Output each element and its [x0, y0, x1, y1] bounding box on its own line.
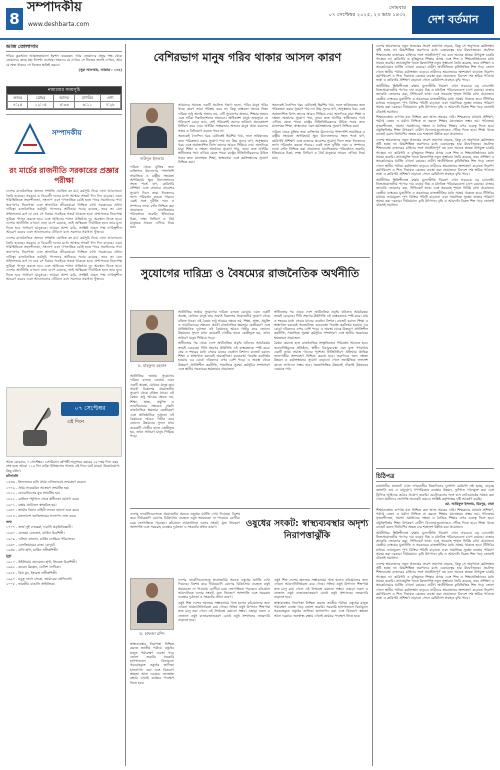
bottom-article-intro — [130, 512, 240, 572]
prayer-time: ৬:১১ — [75, 102, 100, 109]
birth-item: ১৯৩৬ - বাডি হলি, মার্কিন সঙ্গীতশিল্পী। — [6, 548, 58, 553]
bottom-article-text: স্বাস্থ্যব্যবস্থার নিরাপত্তা নিশ্চিত করতে জাতীয় পর্যায়ে ওষুধের মজুত পর্যবেক্ষণ ব্যবস্থা গড়ে তোলা জরুরি। সরকারি হাসপাতালে বিনামূল্যে সরবরাহকৃত ওষুধের তালিকা হালনাগাদ করা এবং বিতরণে স্বচ্ছতা আনা দরকার। জনস্বাস্থ্য রক্ষায় এখনই কার্যকর পদক্ষেপ নিতে হবে। — [130, 642, 174, 685]
right-article-text: দেশের শ্রমবাজারে নতুন প্রজন্মের প্রবেশ ক্রমাগত বাড়ছে, কিন্তু সে অনুপাতে কর্মসংস্থান সৃষ্টি হচ্ছে না। উচ্চশিক্ষিত তরুণদের মধ্যে বেকারত্বের হার উদ্বেগজনক। প্রচলিত শিক্ষাব্যবস্থা বাজারের চাহিদার সঙ্গে সামঞ্জস্যপূর্ণ নয় বলে অনেক স্নাতক উপযুক্ত চাকরি পাচ্ছেন না। কারিগরি ও বৃত্তিমূলক শিক্ষার প্রসার এবং শিল্প ও শিক্ষাপ্রতিষ্ঠানের মধ্যে সমন্বয় জরুরি। তথ্যপ্রযুক্তি খাতে ফ্রিল্যান্সিং নতুন সম্ভাবনা তৈরি করেছে, তবে প্রশিক্ষণ ও অবকাঠামোর ঘাটতি এখনো রয়েছে। গ্রামীণ অর্থনীতিতে কৃষিভিত্তিক শিল্প গড়ে তোলা গেলে স্থানীয় পর্যায়ে কর্মসংস্থান বাড়বে। নারীদের শ্রমবাজারে অংশগ্রহণ বাড়াতে নিরাপদ কর্মপরিবেশ ও শিশু দিবাযত্ন কেন্দ্রের ব্যবস্থা করা প্রয়োজন। বিদেশে দক্ষ শ্রমিক পাঠাতে ভাষা ও কারিগরি প্রশিক্ষণ বাড়ানো গেলে রেমিট্যান্স প্রবাহও বৃদ্ধি পাবে। — [376, 137, 494, 177]
this-day-intro: আজ রোববার, ৭ সেপ্টেম্বর। গ্রেগরিয়ান বর্ষপঞ্জী অনুসারে বছরের ২৫০তম দিন। বছর শেষ হতে আরো ১১৫ দিন বাকি। ইতিহাসের পাতায় এই দিনে ঘটে যাওয়া উল্লেখযোগ্য কিছু ঘটনা। — [6, 460, 120, 473]
top-article-text: অনেকেই দৈনন্দিন খরচ মেটাতেই হিমশিম খায়, ফলে ভবিষ্যতের জন্য পরিকল্পনা করার সুযোগ পায় না। উচ্চ সুদের ঋণ, অসুস্থতার খরচ এবং অপ্রত্যাশিত বিপদ তাদের আরও পিছিয়ে দেয়। অন্যদিকে যারা শিক্ষা ও দক্ষতা অর্জনের সুযোগ পায়, তারা দ্রুত আর্থিক স্বাধীনতার পথে এগিয়ে যেতে পারে। রাষ্ট্রের নীতিনির্ধারকদের উচিত সবার জন্য মানসম্মত শিক্ষা, স্বাস্থ্যসেবা এবং কর্মসংস্থানের সুযোগ নিশ্চিত করা। — [272, 103, 365, 129]
this-day-banner — [6, 387, 122, 457]
column-label: আজ তোলাসাম — [6, 44, 122, 52]
prayer-times-table — [7, 94, 121, 109]
page-header — [0, 0, 500, 40]
column-rule — [372, 44, 373, 766]
editorial-body — [6, 189, 122, 384]
death-item: ১৯৭৮ - কিথ মুন, ইংরেজ সঙ্গীতশিল্পী। — [6, 570, 58, 575]
prayer-header: এশা — [100, 95, 120, 102]
middle-article-col1 — [178, 310, 270, 504]
page-number: 8 — [6, 8, 23, 30]
issue-date — [310, 5, 406, 19]
bottom-article-text: ওষুধ শিল্প দেশের অন্যতম সম্ভাবনাময় খাত হলেও কাঁচামালের জন্য এখনো আমদানিনির্ভরতা রয়ে গেছে। সক্রিয় ওষুধ উপাদান শিল্পপার্ক দ্রুত চালু করা গেলে এই নির্ভরতা কমানো সম্ভব। এছাড়া নকল ও ভেজাল ওষুধ বাজারজাতকরণ রোধে ওষুধ প্রশাসনের নজরদারি বাড়াতে হবে। — [274, 578, 368, 600]
top-article-text: দারিদ্র্য থেকে মুক্তির জন্য ব্যক্তিগত উদ্যোগের পাশাপাশি সামাজিক ও রাষ্ট্রীয় সহায়তা অপরিহার্য। ক্ষুদ্র উদ্যোক্তাদের সহজ শর্তে ঋণ, কারিগরি প্রশিক্ষণ এবং বাজারে প্রবেশের সুযোগ দিলে তারা নিজেদের ভাগ্য পরিবর্তন করতে পারবে। একই সঙ্গে দুর্নীতি দমন ও সম্পদের ন্যায্য বণ্টন নিশ্চিত করা প্রয়োজন। মানসিকতার পরিবর্তনও জরুরি; ইতিবাচক চিন্তা, লক্ষ্য নির্ধারণ ও ধৈর্য মানুষকে সামনে এগিয়ে নিয়ে যায়। — [130, 165, 174, 230]
section-rule — [376, 468, 494, 469]
letters-section — [376, 472, 494, 766]
prayer-times-box — [6, 86, 122, 110]
middle-article-text: অর্থনীতির ভাষায় সুযোগের দারিদ্র্য বলতে বোঝায় এমন একটি অবস্থা, যেখানে মানুষ তার সামর্থ্য বিকাশের প্রয়োজনীয় সুযোগ থেকে বঞ্চিত থাকে। এই বৈষম্য শুধু আয়ের ক্ষেত্রে নয়, শিক্ষা, স্বাস্থ্য, প্রযুক্তি ও ন্যায়বিচারের ক্ষেত্রেও প্রকট। রাজনৈতিক ক্ষমতার কেন্দ্রীকরণ এবং প্রাতিষ্ঠানিক দুর্বলতা এই বৈষম্যকে আরও গভীর করে তোলে। উন্নয়নের সুফল যখন কয়েকটি গোষ্ঠীর হাতে কেন্দ্রীভূত হয়, তখন সাধারণ মানুষ পিছিয়ে পড়ে। — [130, 374, 174, 439]
right-article-text: অর্থনীতির স্থিতিশীলতা রক্ষায় মূল্যস্ফীতি নিয়ন্ত্রণ এখন সবচেয়ে বড় চ্যালেঞ্জ। নিত্যপ্রয়োজনীয় পণ্যের দাম বাড়ায় নিম্ন ও মধ্যবিত্ত পরিবারগুলো চাপে রয়েছে। বাজার তদারকি জোরদার করা, সিন্ডিকেট ভাঙা এবং সরবরাহ শৃঙ্খল নির্বিঘ্ন রাখা প্রয়োজন। কেন্দ্রীয় ব্যাংকের মুদ্রানীতি ও সরকারের রাজস্বনীতির মধ্যে সমন্বয় থাকতে হবে। টিসিবির মাধ্যমে ন্যায্যমূল্যে পণ্য বিক্রির পরিধি বাড়ানো এবং সামাজিক সুরক্ষা ভাতার পরিমাণ সমন্বয় করা দরকার। দীর্ঘমেয়াদে কৃষি উৎপাদন বৃদ্ধি ও আমদানি বিকল্প শিল্প গড়ে তোলাই টেকসই সমাধান। — [376, 83, 494, 114]
letters-body — [376, 484, 494, 600]
letter-text: অর্থনীতির স্থিতিশীলতা রক্ষায় মূল্যস্ফীতি নিয়ন্ত্রণ এখন সবচেয়ে বড় চ্যালেঞ্জ। নিত্যপ্রয়োজনীয় পণ্যের দাম বাড়ায় নিম্ন ও মধ্যবিত্ত পরিবারগুলো চাপে রয়েছে। বাজার তদারকি জোরদার করা, সিন্ডিকেট ভাঙা এবং সরবরাহ শৃঙ্খল নির্বিঘ্ন রাখা প্রয়োজন। কেন্দ্রীয় ব্যাংকের মুদ্রানীতি ও সরকারের রাজস্বনীতির মধ্যে সমন্বয় থাকতে হবে। টিসিবির মাধ্যমে ন্যায্যমূল্যে পণ্য বিক্রির পরিধি বাড়ানো এবং সামাজিক সুরক্ষা ভাতার পরিমাণ সমন্বয় করা দরকার। দীর্ঘমেয়াদে কৃষি উৎপাদন বৃদ্ধি ও আমদানি বিকল্প শিল্প গড়ে তোলাই টেকসই সমাধান। — [376, 530, 494, 561]
top-article-col1 — [178, 103, 268, 253]
verse-box — [6, 54, 122, 84]
right-article-text: দেশের শ্রমবাজারে নতুন প্রজন্মের প্রবেশ ক্রমাগত বাড়ছে, কিন্তু সে অনুপাতে কর্মসংস্থান সৃষ্টি হচ্ছে না। উচ্চশিক্ষিত তরুণদের মধ্যে বেকারত্বের হার উদ্বেগজনক। প্রচলিত শিক্ষাব্যবস্থা বাজারের চাহিদার সঙ্গে সামঞ্জস্যপূর্ণ নয় বলে অনেক স্নাতক উপযুক্ত চাকরি পাচ্ছেন না। কারিগরি ও বৃত্তিমূলক শিক্ষার প্রসার এবং শিল্প ও শিক্ষাপ্রতিষ্ঠানের মধ্যে সমন্বয় জরুরি। তথ্যপ্রযুক্তি খাতে ফ্রিল্যান্সিং নতুন সম্ভাবনা তৈরি করেছে, তবে প্রশিক্ষণ ও অবকাঠামোর ঘাটতি এখনো রয়েছে। গ্রামীণ অর্থনীতিতে কৃষিভিত্তিক শিল্প গড়ে তোলা গেলে স্থানীয় পর্যায়ে কর্মসংস্থান বাড়বে। নারীদের শ্রমবাজারে অংশগ্রহণ বাড়াতে নিরাপদ কর্মপরিবেশ ও শিশু দিবাযত্ন কেন্দ্রের ব্যবস্থা করা প্রয়োজন। বিদেশে দক্ষ শ্রমিক পাঠাতে ভাষা ও কারিগরি প্রশিক্ষণ বাড়ানো গেলে রেমিট্যান্স প্রবাহও বৃদ্ধি পাবে। — [376, 44, 494, 83]
prayer-header: মাগরিব — [75, 95, 100, 102]
editorial-title: রং মার্চের রাজনীতি সরকারের প্রজ্ঞার পরীক্ষা — [9, 166, 119, 185]
bottom-article-text: স্বাস্থ্যব্যবস্থার নিরাপত্তা নিশ্চিত করতে জাতীয় পর্যায়ে ওষুধের মজুত পর্যবেক্ষণ ব্যবস্থা গড়ে তোলা জরুরি। সরকারি হাসপাতালে বিনামূল্যে সরবরাহকৃত ওষুধের তালিকা হালনাগাদ করা এবং বিতরণে স্বচ্ছতা আনা দরকার। জনস্বাস্থ্য রক্ষায় এখনই কার্যকর পদক্ষেপ নিতে হবে। — [274, 600, 368, 618]
top-article-text: অনেকেই দৈনন্দিন খরচ মেটাতেই হিমশিম খায়, ফলে ভবিষ্যতের জন্য পরিকল্পনা করার সুযোগ পায় না। উচ্চ সুদের ঋণ, অসুস্থতার খরচ এবং অপ্রত্যাশিত বিপদ তাদের আরও পিছিয়ে দেয়। অন্যদিকে যারা শিক্ষা ও দক্ষতা অর্জনের সুযোগ পায়, তারা দ্রুত আর্থিক স্বাধীনতার পথে এগিয়ে যেতে পারে। রাষ্ট্রের নীতিনির্ধারকদের উচিত সবার জন্য মানসম্মত শিক্ষা, স্বাস্থ্যসেবা এবং কর্মসংস্থানের সুযোগ নিশ্চিত করা। — [178, 134, 268, 165]
top-article-text: আমাদের সমাজে একটি প্রচলিত ধারণা হলো, গরিব মানুষ গরিব থাকে কারণ তারা পরিশ্রম করে না। কিন্তু বাস্তবতা অনেক ভিন্ন। দারিদ্র্য শুধু অর্থের অভাব নয়, এটি সুযোগের অভাব, শিক্ষার অভাব এবং সঠিক দিকনির্দেশনার অভাবও। অধিকাংশ মানুষ জন্মসূত্রে যে পরিবেশে বেড়ে ওঠে, সেই পরিবেশই তাদের ভবিষ্যৎ অনেকাংশে নির্ধারণ করে দেয়। আর্থিক সাক্ষরতার অভাবে মানুষ আয় করলেও সঞ্চয় ও বিনিয়োগ করতে পারে না। — [178, 103, 268, 133]
middle-article-text: অর্থনীতির ভাষায় সুযোগের দারিদ্র্য বলতে বোঝায় এমন একটি অবস্থা, যেখানে মানুষ তার সামর্থ্য বিকাশের প্রয়োজনীয় সুযোগ থেকে বঞ্চিত থাকে। এই বৈষম্য শুধু আয়ের ক্ষেত্রে নয়, শিক্ষা, স্বাস্থ্য, প্রযুক্তি ও ন্যায়বিচারের ক্ষেত্রেও প্রকট। রাজনৈতিক ক্ষমতার কেন্দ্রীকরণ এবং প্রাতিষ্ঠানিক দুর্বলতা এই বৈষম্যকে আরও গভীর করে তোলে। উন্নয়নের সুফল যখন কয়েকটি গোষ্ঠীর হাতে কেন্দ্রীভূত হয়, তখন সাধারণ মানুষ পিছিয়ে পড়ে। — [178, 310, 270, 340]
middle-article-text: স্বাধীনতার পর থেকে দেশে অর্থনৈতিক প্রবৃদ্ধি ঘটলেও আয়বৈষম্য ক্রমেই বেড়েছে। গিনি সহগের ঊর্ধ্বগতি এই বাস্তবতাকে স্পষ্ট করে। গ্রাম ও শহরের মধ্যে সেবার মানের ব্যবধান বিশাল। বাজেট বরাদ্দে শিক্ষা ও স্বাস্থ্যখাত বরাবরই অবহেলিত। করব্যবস্থা পরোক্ষ করনির্ভর হওয়ায় এর বোঝা দরিদ্রদের ওপর বেশি পড়ে। এ অবস্থা থেকে উত্তরণে প্রগতিশীল করনীতি, সামাজিক সুরক্ষা কর্মসূচির সম্প্রসারণ এবং স্থানীয় সরকারের ক্ষমতায়ন প্রয়োজন। — [274, 310, 368, 340]
top-article-title: বেশিরভাগ মানুষ গরিব থাকার আসল কারণ — [153, 51, 342, 64]
bottom-article-text: দেশের ফার্মেসিগুলোতে প্রয়োজনীয় অনেক ওষুধের ঘাটতি দেখা দিয়েছে। বিশেষ করে দীর্ঘমেয়াদি রোগের চিকিৎসায় ব্যবহৃত ওষুধ সময়মতো না পাওয়ায় রোগীরা চরম ভোগান্তিতে পড়ছেন। কাঁচামাল আমদানিতে ডলার সংকট, মূল্য নিয়ন্ত্রণে অসংগতি এবং সরবরাহ ব্যবস্থার দুর্বলতা এ সংকটের প্রধান কারণ। — [130, 512, 240, 529]
events-label: ঘটনাবলি — [6, 474, 19, 479]
editorial-tag: সম্পাদকীয় — [52, 129, 82, 137]
letter-text: রাজধানীর যানজট এখন নগরবাসীর নিত্যদিনের দুর্ভোগ। কর্মঘণ্টা নষ্ট হচ্ছে, বাড়ছে জ্বালানি ব্যয় ও বায়ুদূষণ। গণপরিবহন ব্যবস্থার উন্নয়ন, ফুটপাত দখলমুক্ত করা এবং ট্রাফিক আইনের কঠোর প্রয়োগ জরুরি। মেট্রোরেলের সঙ্গে বাস নেটওয়ার্কের সমন্বয় করা গেলে যাত্রীদের ভোগান্তি অনেকটা কমবে। সংশ্লিষ্ট কর্তৃপক্ষের দৃষ্টি আকর্ষণ করছি। — [376, 484, 494, 501]
event-item: ১৮১২ - বোরোডিনোর যুদ্ধ সংঘটিত হয়। — [6, 491, 61, 496]
right-article-text: অর্থনীতির স্থিতিশীলতা রক্ষায় মূল্যস্ফীতি নিয়ন্ত্রণ এখন সবচেয়ে বড় চ্যালেঞ্জ। নিত্যপ্রয়োজনীয় পণ্যের দাম বাড়ায় নিম্ন ও মধ্যবিত্ত পরিবারগুলো চাপে রয়েছে। বাজার তদারকি জোরদার করা, সিন্ডিকেট ভাঙা এবং সরবরাহ শৃঙ্খল নির্বিঘ্ন রাখা প্রয়োজন। কেন্দ্রীয় ব্যাংকের মুদ্রানীতি ও সরকারের রাজস্বনীতির মধ্যে সমন্বয় থাকতে হবে। টিসিবির মাধ্যমে ন্যায্যমূল্যে পণ্য বিক্রির পরিধি বাড়ানো এবং সামাজিক সুরক্ষা ভাতার পরিমাণ সমন্বয় করা দরকার। দীর্ঘমেয়াদে কৃষি উৎপাদন বৃদ্ধি ও আমদানি বিকল্প শিল্প গড়ে তোলাই টেকসই সমাধান। — [376, 177, 494, 208]
prayer-header: ফজর — [8, 95, 28, 102]
bottom-article-author: ড. হাফজা রশিদ — [139, 631, 165, 636]
event-item: ১৮২২ - ব্রাজিল পর্তুগাল থেকে স্বাধীনতা ঘোষণা করে। — [6, 497, 80, 502]
bottom-article-col0 — [130, 642, 174, 766]
this-day-subtitle: এই দিনে — [67, 419, 85, 425]
event-item: ১৯৪০ - জার্মান বিমান বাহিনী লন্ডনে হামলা শুরু করে। — [6, 508, 80, 513]
verse-text: পবিত্র কুরআনে আল্লাহতায়ালা ইরশাদ করেছেন, আর তোমাদের প্রভুর পক্ষ থেকে তোমাদের কাছে মহা নিদর্শন এসেছে। অতএব যে দেখবে সে নিজের জন্যই দেখবে, আর যে অন্ধ থাকবে সে নিজের ক্ষতিই করবে। — [6, 54, 122, 67]
letter-text: দেশের শ্রমবাজারে নতুন প্রজন্মের প্রবেশ ক্রমাগত বাড়ছে, কিন্তু সে অনুপাতে কর্মসংস্থান সৃষ্টি হচ্ছে না। উচ্চশিক্ষিত তরুণদের মধ্যে বেকারত্বের হার উদ্বেগজনক। প্রচলিত শিক্ষাব্যবস্থা বাজারের চাহিদার সঙ্গে সামঞ্জস্যপূর্ণ নয় বলে অনেক স্নাতক উপযুক্ত চাকরি পাচ্ছেন না। কারিগরি ও বৃত্তিমূলক শিক্ষার প্রসার এবং শিল্প ও শিক্ষাপ্রতিষ্ঠানের মধ্যে সমন্বয় জরুরি। তথ্যপ্রযুক্তি খাতে ফ্রিল্যান্সিং নতুন সম্ভাবনা তৈরি করেছে, তবে প্রশিক্ষণ ও অবকাঠামোর ঘাটতি এখনো রয়েছে। গ্রামীণ অর্থনীতিতে কৃষিভিত্তিক শিল্প গড়ে তোলা গেলে স্থানীয় পর্যায়ে কর্মসংস্থান বাড়বে। নারীদের শ্রমবাজারে অংশগ্রহণ বাড়াতে নিরাপদ কর্মপরিবেশ ও শিশু দিবাযত্ন কেন্দ্রের ব্যবস্থা করা প্রয়োজন। বিদেশে দক্ষ শ্রমিক পাঠাতে ভাষা ও কারিগরি প্রশিক্ষণ বাড়ানো গেলে রেমিট্যান্স প্রবাহও বৃদ্ধি পাবে। — [376, 561, 494, 601]
bottom-article-title: ওষুধের সংকট: স্বাস্থ্যব্যবস্থার অদৃশ্য নিরাপত্তাঝুঁকি — [245, 519, 369, 541]
birth-item: ১৯৩০ - বেলজিয়ামের রাজা বোদুয়াঁ। — [6, 542, 56, 547]
author-photo — [130, 578, 174, 630]
inkpot-quill-icon — [13, 406, 57, 450]
top-article-col2 — [272, 103, 365, 253]
prayer-times-title: নামাজের সময়সূচি — [7, 87, 121, 94]
editorial-paragraph: দেশের রাজনৈতিক অঙ্গনে সম্প্রতি ঘোষিত রং মার্চ কর্মসূচি নিয়ে নানা আলোচনা তৈরি হয়েছে। সরকার ও বিরোধী দলের মধ্যে আস্থার সংকট দিন দিন বাড়ছে। এমন পরিস্থিতিতে সহনশীলতা, সংলাপ এবং গণতান্ত্রিক চর্চাই হতে পারে সমাধানের পথ। জনগণের নিরাপত্তা এবং স্বাভাবিক জীবনযাত্রা নিশ্চিত রাখা সরকারের প্রধান দায়িত্ব। রাজনৈতিক কর্মসূচি পালনের অধিকার সবার রয়েছে, তবে তা যেন সহিংসতায় রূপ না নেয় সে বিষয়ে সবাইকে সতর্ক থাকতে হবে। প্রশাসনকে নিরপেক্ষ ভূমিকা পালন করতে হবে এবং আইনের শাসন প্রতিষ্ঠায় দৃঢ় অবস্থান নিতে হবে। দেশের অর্থনীতি এখনো নানা চাপে রয়েছে, তাই অস্থিরতা দীর্ঘায়িত হলে তার মূল্য দিতে হবে সাধারণ মানুষকে। আমরা আশা করি, সংশ্লিষ্ট সকল পক্ষ দায়িত্বশীল আচরণ করবে এবং আলোচনার টেবিলে বসে সমস্যার সমাধান খুঁজবে। — [6, 236, 122, 282]
prayer-header: যোহর — [28, 95, 54, 102]
bottom-article-text: দেশের ফার্মেসিগুলোতে প্রয়োজনীয় অনেক ওষুধের ঘাটতি দেখা দিয়েছে। বিশেষ করে দীর্ঘমেয়াদি রোগের চিকিৎসায় ব্যবহৃত ওষুধ সময়মতো না পাওয়ায় রোগীরা চরম ভোগান্তিতে পড়ছেন। কাঁচামাল আমদানিতে ডলার সংকট, মূল্য নিয়ন্ত্রণে অসংগতি এবং সরবরাহ ব্যবস্থার দুর্বলতা এ সংকটের প্রধান কারণ। — [178, 578, 270, 600]
top-article-author: দাউদুল ইসলাম — [140, 156, 164, 161]
prayer-time: ৭:২৮ — [100, 102, 120, 109]
middle-article-col0 — [130, 374, 174, 504]
column-rule — [125, 44, 126, 766]
left-column — [6, 44, 122, 766]
author-photo — [130, 103, 174, 155]
this-day-date: ০৭ সেপ্টেম্বর — [61, 402, 119, 416]
bottom-article-col2 — [274, 578, 368, 766]
prayer-header: আসর — [54, 95, 75, 102]
letter-signature: মো. আরিফুল ইসলাম, মিরপুর, ঢাকা — [444, 502, 494, 507]
births-label: জন্ম — [6, 519, 12, 524]
middle-article-text: স্বাধীনতার পর থেকে দেশে অর্থনৈতিক প্রবৃদ্ধি ঘটলেও আয়বৈষম্য ক্রমেই বেড়েছে। গিনি সহগের ঊর্ধ্বগতি এই বাস্তবতাকে স্পষ্ট করে। গ্রাম ও শহরের মধ্যে সেবার মানের ব্যবধান বিশাল। বাজেট বরাদ্দে শিক্ষা ও স্বাস্থ্যখাত বরাবরই অবহেলিত। করব্যবস্থা পরোক্ষ করনির্ভর হওয়ায় এর বোঝা দরিদ্রদের ওপর বেশি পড়ে। এ অবস্থা থেকে উত্তরণে প্রগতিশীল করনীতি, সামাজিক সুরক্ষা কর্মসূচির সম্প্রসারণ এবং স্থানীয় সরকারের ক্ষমতায়ন প্রয়োজন। — [178, 341, 270, 372]
bottom-article-text: ওষুধ শিল্প দেশের অন্যতম সম্ভাবনাময় খাত হলেও কাঁচামালের জন্য এখনো আমদানিনির্ভরতা রয়ে গেছে। সক্রিয় ওষুধ উপাদান শিল্পপার্ক দ্রুত চালু করা গেলে এই নির্ভরতা কমানো সম্ভব। এছাড়া নকল ও ভেজাল ওষুধ বাজারজাতকরণ রোধে ওষুধ প্রশাসনের নজরদারি বাড়াতে হবে। — [178, 600, 270, 622]
deaths-label: মৃত্যু — [6, 553, 12, 558]
letters-title: চিঠিপত্র — [376, 472, 494, 482]
prayer-time: ৪:২৫ — [8, 102, 28, 109]
top-article-text: দারিদ্র্য থেকে মুক্তির জন্য ব্যক্তিগত উদ্যোগের পাশাপাশি সামাজিক ও রাষ্ট্রীয় সহায়তা অপরিহার্য। ক্ষুদ্র উদ্যোক্তাদের সহজ শর্তে ঋণ, কারিগরি প্রশিক্ষণ এবং বাজারে প্রবেশের সুযোগ দিলে তারা নিজেদের ভাগ্য পরিবর্তন করতে পারবে। একই সঙ্গে দুর্নীতি দমন ও সম্পদের ন্যায্য বণ্টন নিশ্চিত করা প্রয়োজন। মানসিকতার পরিবর্তনও জরুরি; ইতিবাচক চিন্তা, লক্ষ্য নির্ধারণ ও ধৈর্য মানুষকে সামনে এগিয়ে নিয়ে যায়। — [272, 129, 365, 160]
section-rule — [130, 257, 370, 258]
prayer-time: ৪:৩৩ — [54, 102, 75, 109]
right-article-text: শিক্ষাব্যবস্থায় গুণগত মান নিশ্চিত করা আজ সময়ের দাবি। শিক্ষকদের যথাযথ প্রশিক্ষণ, পর্যাপ্ত বেতন ও মর্যাদা নিশ্চিত না করলে শিক্ষার মানোন্নয়ন সম্ভব নয়। পাঠ্যক্রমে সৃজনশীলতা, সমস্যা সমাধানের দক্ষতা ও নৈতিক শিক্ষার ওপর গুরুত্ব দিতে হবে। প্রযুক্তিনির্ভর শিক্ষা উপকরণ গ্রামীণ বিদ্যালয়গুলোতেও পৌঁছে দিতে হবে। শিক্ষা খাতে বাজেট বরাদ্দ জিডিপির অন্তত চার শতাংশে উন্নীত করা প্রয়োজন। — [376, 115, 494, 137]
verse-reference: (সূরা আনআম, আয়াত : ১০৪) — [78, 68, 122, 73]
birth-item: ১৯০৯ - এলিয়া কাজান, মার্কিন চলচ্চিত্র পরিচালক। — [6, 536, 75, 541]
event-item: ১৯৭৪ - বাংলাদেশ জাতিসংঘের সদস্যপদ লাভ করে। — [6, 514, 77, 519]
right-column-upper — [376, 44, 494, 464]
event-item: ১৯০১ - বক্সার প্রটোকল স্বাক্ষরিত হয়। — [6, 502, 57, 507]
bottom-article-col1 — [178, 578, 270, 766]
section-rule — [130, 508, 370, 509]
top-article-col0 — [130, 165, 174, 253]
issue-weekday: সোমবার — [388, 5, 406, 11]
editorial-emblem-icon — [10, 119, 50, 159]
issue-fulldate: ০৭ সেপ্টেম্বর ২০২৫, ২৩ ভাদ্র ১৪৩২ — [328, 12, 406, 18]
bottom-article-headline-box — [244, 512, 370, 572]
middle-article-col2 — [274, 310, 368, 504]
editorial-banner — [6, 114, 122, 164]
birth-item: ১৮৬০ - গ্র্যান্ডমা মোজেস, মার্কিন চিত্রশিল্পী। — [6, 531, 65, 536]
middle-article-text: বৈষম্য কমাতে হলে রাজনৈতিক সংস্কৃতিতেও পরিবর্তন আনতে হবে। জবাবদিহিমূলক প্রতিষ্ঠান, স্বাধীন বিচারব্যবস্থা এবং মুক্ত গণমাধ্যম একটি ন্যায্য সমাজ গঠনের পূর্বশর্ত। নীতিনির্ধারণ প্রক্রিয়ায় প্রান্তিক জনগোষ্ঠীর অংশগ্রহণ নিশ্চিত করতে হবে। তরুণদের জন্য দক্ষতা উন্নয়ন ও কর্মসংস্থানের সুযোগ বাড়ানো গেলে জনমিতিক লভ্যাংশ কাজে লাগানো সম্ভব হবে। সমতাভিত্তিক উন্নয়নই টেকসই উন্নয়নের একমাত্র পথ। — [274, 341, 368, 372]
prayer-time: ১২:০৫ — [28, 102, 54, 109]
middle-article-title: সুযোগের দারিদ্র্য ও বৈষম্যের রাজনৈতিক অর্থনীতি — [140, 267, 360, 280]
middle-article-headline-box — [130, 262, 370, 304]
letter-text: শিক্ষাব্যবস্থায় গুণগত মান নিশ্চিত করা আজ সময়ের দাবি। শিক্ষকদের যথাযথ প্রশিক্ষণ, পর্যাপ্ত বেতন ও মর্যাদা নিশ্চিত না করলে শিক্ষার মানোন্নয়ন সম্ভব নয়। পাঠ্যক্রমে সৃজনশীলতা, সমস্যা সমাধানের দক্ষতা ও নৈতিক শিক্ষার ওপর গুরুত্ব দিতে হবে। প্রযুক্তিনির্ভর শিক্ষা উপকরণ গ্রামীণ বিদ্যালয়গুলোতেও পৌঁছে দিতে হবে। শিক্ষা খাতে বাজেট বরাদ্দ জিডিপির অন্তত চার শতাংশে উন্নীত করা প্রয়োজন। — [376, 507, 494, 530]
author-photo — [130, 310, 174, 362]
death-item: ১৯১০ - উইলিয়াম হোলম্যান হান্ট, ইংরেজ চিত্রশিল্পী। — [6, 559, 77, 564]
event-item: ১৭৭৬ - প্রথম সাবমেরিন আক্রমণ সংঘটিত হয়। — [6, 485, 70, 490]
top-article-headline-box — [130, 44, 365, 100]
birth-item: ১৭০৭ - জর্জ লুই লেক্লের্ক, ফরাসি প্রকৃতিবিজ্ঞানী। — [6, 525, 73, 530]
death-item: ১৯৬২ - কারেন ব্লিক্সেন, ডেনিশ লেখিকা। — [6, 565, 61, 570]
death-item: ১৯৯৭ - মবুতু সেসে সেকো, জায়ারের প্রেসিডেন্ট। — [6, 576, 73, 581]
newspaper-logo: দেশ বর্তমান — [412, 6, 494, 34]
editorial-paragraph: দেশের রাজনৈতিক অঙ্গনে সম্প্রতি ঘোষিত রং মার্চ কর্মসূচি নিয়ে নানা আলোচনা তৈরি হয়েছে। সরকার ও বিরোধী দলের মধ্যে আস্থার সংকট দিন দিন বাড়ছে। এমন পরিস্থিতিতে সহনশীলতা, সংলাপ এবং গণতান্ত্রিক চর্চাই হতে পারে সমাধানের পথ। জনগণের নিরাপত্তা এবং স্বাভাবিক জীবনযাত্রা নিশ্চিত রাখা সরকারের প্রধান দায়িত্ব। রাজনৈতিক কর্মসূচি পালনের অধিকার সবার রয়েছে, তবে তা যেন সহিংসতায় রূপ না নেয় সে বিষয়ে সবাইকে সতর্ক থাকতে হবে। প্রশাসনকে নিরপেক্ষ ভূমিকা পালন করতে হবে এবং আইনের শাসন প্রতিষ্ঠায় দৃঢ় অবস্থান নিতে হবে। দেশের অর্থনীতি এখনো নানা চাপে রয়েছে, তাই অস্থিরতা দীর্ঘায়িত হলে তার মূল্য দিতে হবে সাধারণ মানুষকে। আমরা আশা করি, সংশ্লিষ্ট সকল পক্ষ দায়িত্বশীল আচরণ করবে এবং আলোচনার টেবিলে বসে সমস্যার সমাধান খুঁজবে। — [6, 189, 122, 235]
death-item: ২০০৮ - ভারতীয় বাঙালি সাহিত্যিক। — [6, 582, 56, 587]
this-day-list — [6, 460, 122, 710]
section-title: সম্পাদকীয় — [27, 0, 82, 15]
event-item: ১৫৩৩ - ইংল্যান্ডের রানি প্রথম এলিজাবেথ জন্মগ্রহণ করেন। — [6, 479, 87, 484]
website-link[interactable]: www.deshbarta.com — [28, 21, 90, 28]
middle-article-author: ড. মাহফুজ রহমান — [137, 363, 167, 368]
